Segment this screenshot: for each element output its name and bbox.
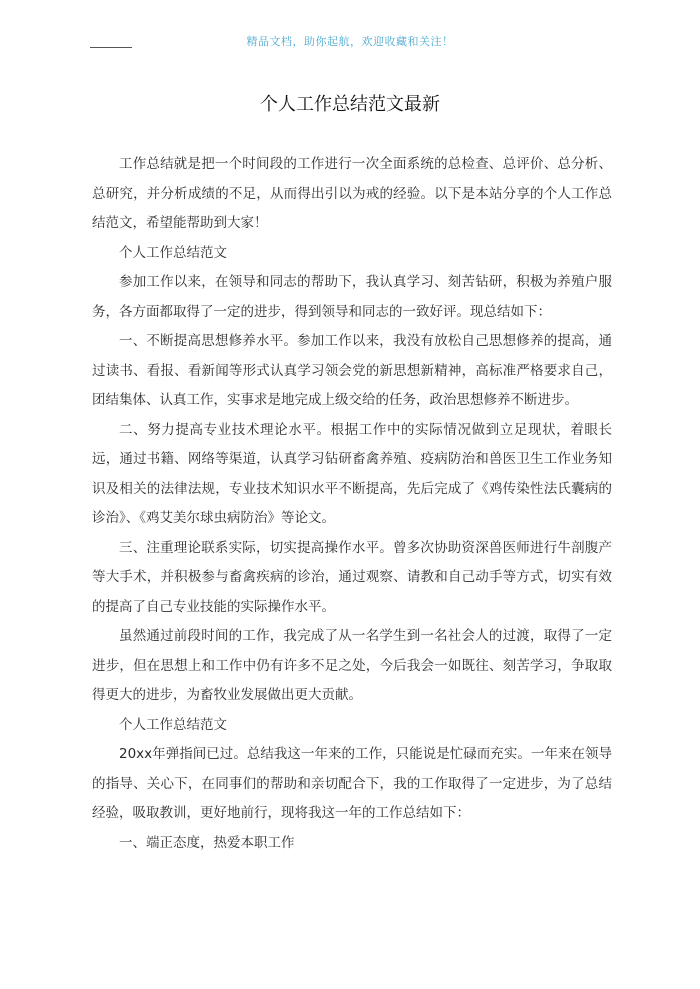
section-heading: 个人工作总结范文 (119, 716, 227, 733)
paragraph: 二、努力提高专业技术理论水平。根据工作中的实际情况做到立足现状，着眼长远，通过书籍、网络等渠道，认真学习钻研畜禽养殖、疫病防治和兽医卫生工作业务知识及相关的法律法规，专业技术知识水平不断提高，先后完成了《鸡传染性法氏囊病的诊治》、《鸡艾美尔球虫病防治》等论文。 (92, 421, 612, 526)
document-body (92, 150, 612, 858)
header-divider (90, 47, 132, 48)
paragraph: 三、注重理论联系实际，切实提高操作水平。曾多次协助资深兽医师进行牛剖腹产等大手术，并积极参与畜禽疾病的诊治，通过观察、请教和自己动手等方式，切实有效的提高了自己专业技能的实际操作水平。 (92, 539, 612, 615)
section-heading: 个人工作总结范文 (119, 244, 227, 261)
paragraph: 虽然通过前段时间的工作，我完成了从一名学生到一名社会人的过渡，取得了一定进步，但在思想上和工作中仍有许多不足之处，今后我会一如既往、刻苦学习，争取取得更大的进步，为畜牧业发展做出更大贡献。 (92, 628, 612, 703)
paragraph: 20xx年弹指间已过。总结我这一年来的工作，只能说是忙碌而充实。一年来在领导的指导、关心下，在同事们的帮助和亲切配合下，我的工作取得了一定进步，为了总结经验，吸取教训，更好地前行，现将我这一年的工作总结如下： (92, 746, 612, 821)
paragraph: 参加工作以来，在领导和同志的帮助下，我认真学习、刻苦钻研，积极为养殖户服务，各方面都取得了一定的进步，得到领导和同志的一致好评。现总结如下： (92, 274, 612, 320)
paragraph: 一、不断提高思想修养水平。参加工作以来，我没有放松自己思想修养的提高，通过读书、看报、看新闻等形式认真学习领会党的新思想新精神，高标准严格要求自己，团结集体、认真工作，实事求是地完成上级交给的任务，政治思想修养不断进步。 (92, 333, 612, 408)
paragraph: 一、端正态度，热爱本职工作 (119, 834, 295, 851)
paragraph-intro: 工作总结就是把一个时间段的工作进行一次全面系统的总检查、总评价、总分析、总研究，并分析成绩的不足，从而得出引以为戒的经验。以下是本站分享的个人工作总结范文，希望能帮助到大家！ (92, 156, 612, 231)
header-slogan: 精品文档，助你起航，欢迎收藏和关注！ (246, 35, 454, 48)
page-title: 个人工作总结范文最新 (260, 94, 440, 115)
